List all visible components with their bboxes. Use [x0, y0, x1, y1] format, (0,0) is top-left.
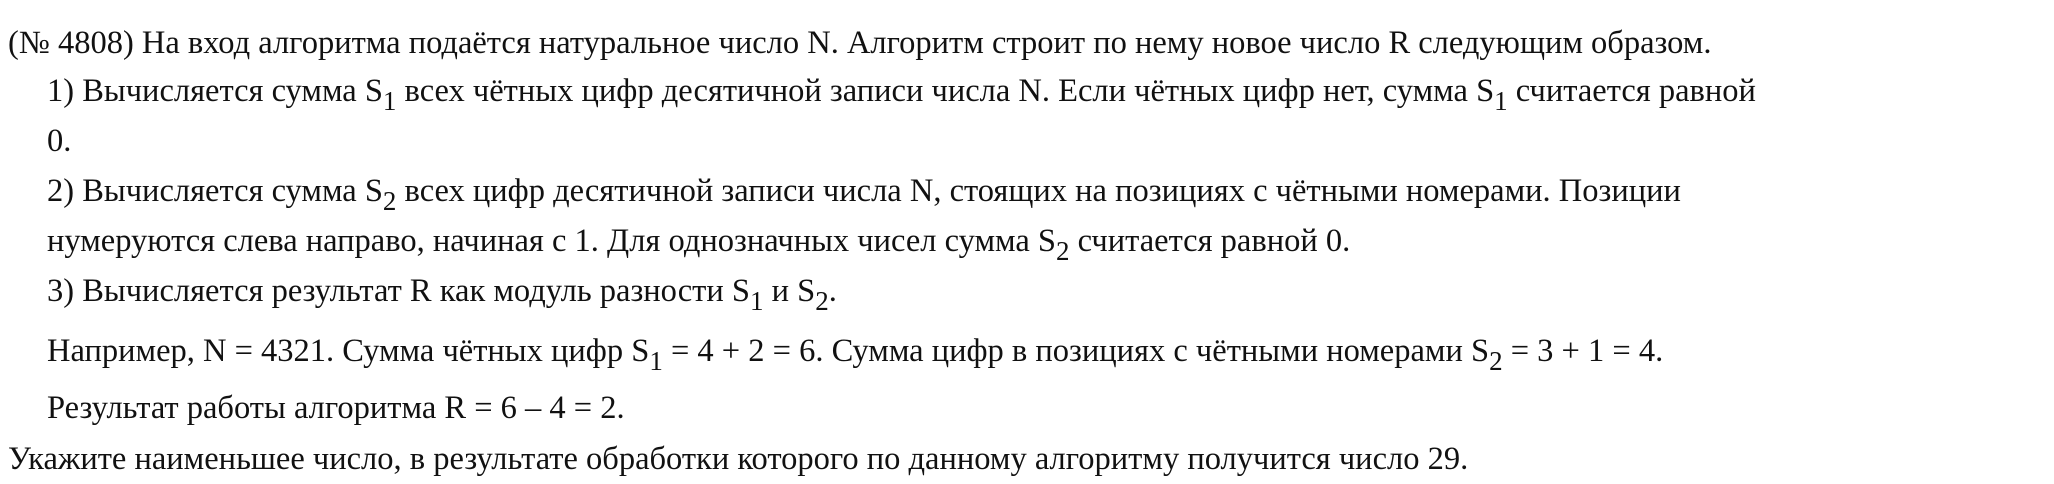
step-2-prefix: 2) Вычисляется сумма S — [47, 173, 383, 209]
step-1-continuation: 0. — [47, 123, 72, 159]
example-suffix: = 3 + 1 = 4. — [1502, 333, 1664, 369]
step-2-continuation — [47, 219, 1351, 266]
step-2-cont-suffix: считается равной 0. — [1069, 223, 1351, 259]
example-subscript-2: 2 — [1489, 346, 1503, 376]
step-1-subscript-2: 1 — [1494, 86, 1508, 116]
example-prefix: Например, N = 4321. Сумма чётных цифр S — [47, 333, 650, 369]
step-3-line — [47, 269, 837, 316]
step-3-subscript-2: 2 — [815, 286, 829, 316]
step-2-subscript: 2 — [382, 186, 397, 216]
example-subscript-1: 1 — [649, 346, 663, 376]
step-1-prefix: 1) Вычисляется сумма S — [47, 73, 383, 109]
step-1-line — [47, 69, 1756, 116]
example-middle: = 4 + 2 = 6. Сумма цифр в позициях с чётными номерами S — [662, 333, 1490, 369]
step-3-suffix: . — [828, 273, 837, 309]
problem-header: (№ 4808) На вход алгоритма подаётся натуральное число N. Алгоритм строит по нему новое число R следующим образом. — [8, 25, 1712, 61]
question-text: Укажите наименьшее число, в результате обработки которого по данному алгоритму получится число 29. — [8, 441, 1469, 477]
step-3-subscript-1: 1 — [749, 286, 764, 316]
step-2-cont-subscript: 2 — [1055, 236, 1070, 266]
step-3-middle: и S — [763, 273, 816, 309]
step-1-suffix: считается равной — [1507, 73, 1756, 109]
step-2-line — [47, 169, 1681, 216]
step-2-suffix: всех цифр десятичной записи числа N, стоящих на позициях с чётными номерами. Позиции — [396, 173, 1681, 209]
step-2-cont-prefix: нумеруются слева направо, начиная с 1. Для однозначных чисел сумма S — [47, 223, 1056, 259]
step-1-middle: всех чётных цифр десятичной записи числа N. Если чётных цифр нет, сумма S — [396, 73, 1495, 109]
example-line — [47, 329, 1664, 376]
step-3-prefix: 3) Вычисляется результат R как модуль разности S — [47, 273, 750, 309]
step-1-subscript-1: 1 — [382, 86, 397, 116]
example-result: Результат работы алгоритма R = 6 – 4 = 2. — [47, 390, 625, 426]
